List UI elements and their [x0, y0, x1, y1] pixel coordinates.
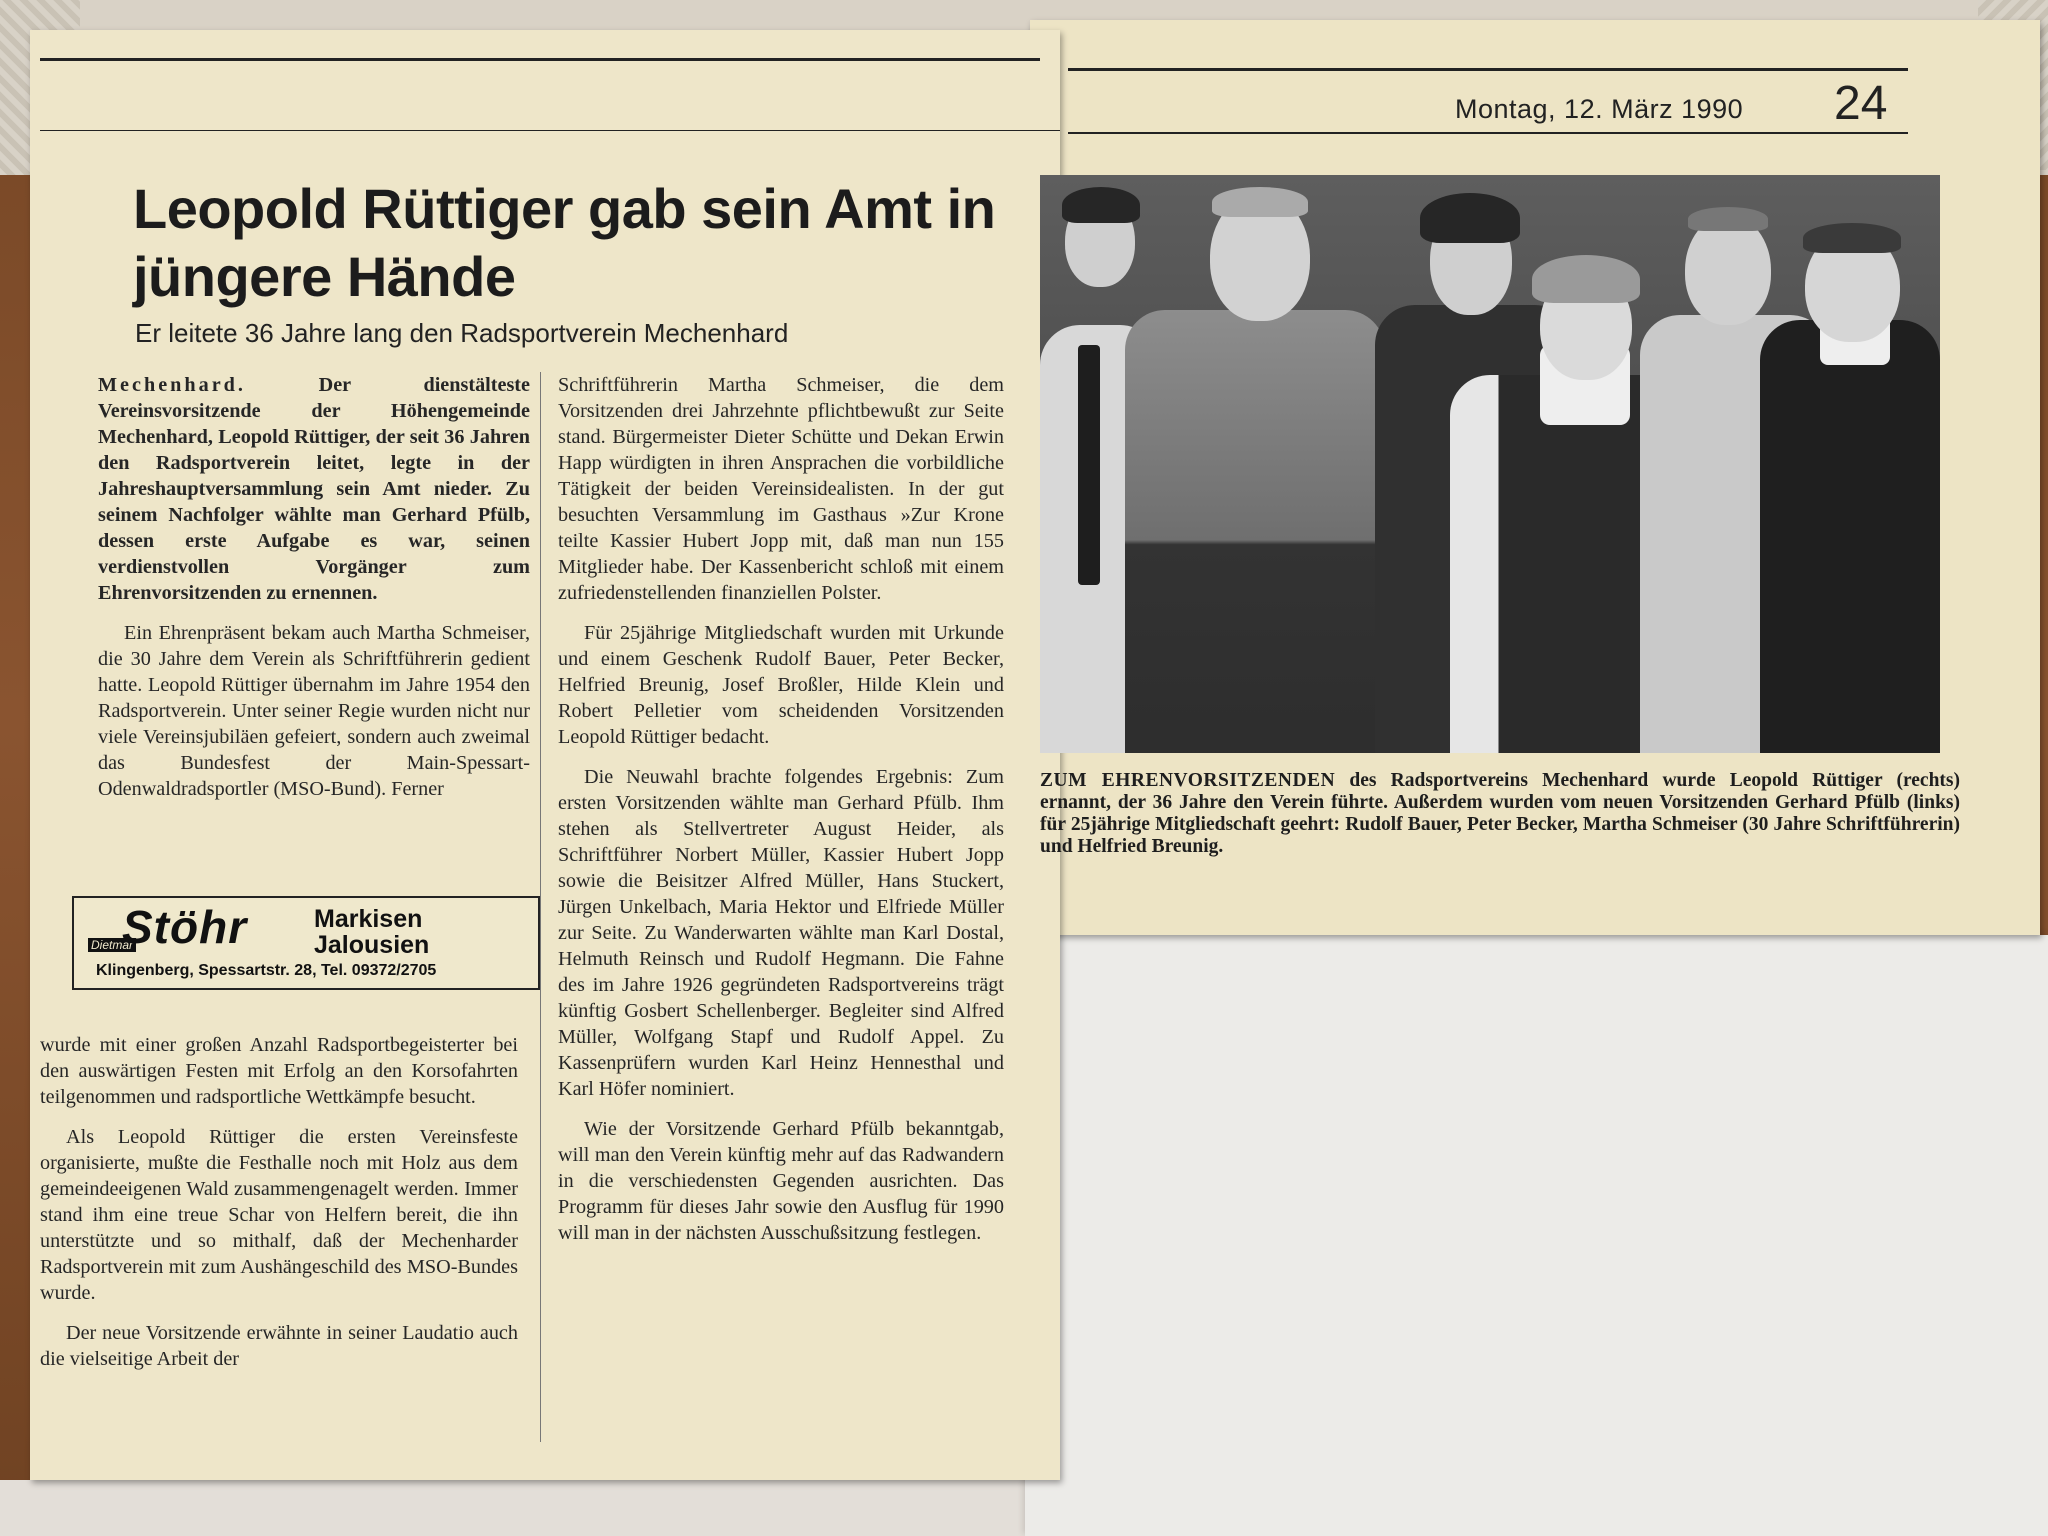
ad-brand-logo: Stöhr	[122, 901, 248, 953]
photo-caption	[1040, 770, 1960, 858]
article-paragraph: Als Leopold Rüttiger die ersten Vereinsfeste organisierte, mußte die Festhalle noch mit Holz aus dem gemeindeeigenen Wald zusammengenagelt werden. Immer stand ihm eine treue Schar von Helfern bereit, die ihn unterstützte und so mithalf, daß der Mechenharder Radsportverein mit zum Aushängeschild des MSO-Bundes wurde.	[40, 1126, 518, 1304]
article-paragraph: Der neue Vorsitzende erwähnte in seiner Laudatio auch die vielseitige Arbeit der	[40, 1322, 518, 1370]
ad-first-name: Dietmar	[88, 938, 136, 952]
page-number: 24	[1834, 77, 1888, 130]
top-rule-right	[1068, 68, 1908, 71]
caption-text: des Radsportvereins Mechenhard wurde Leopold Rüttiger (rechts) ernannt, der 36 Jahre den Verein führte. Außerdem wurden vom neuen Vorsitzenden Gerhard Pfülb (links) für 25jährige Mitgliedschaft geehrt: Rudolf Bauer, Peter Becker, Martha Schmeiser (30 Jahre Schriftführerin) und Helfried Breunig.	[1040, 770, 1960, 857]
article-headline: Leopold Rüttiger gab sein Amt in jüngere Hände	[133, 177, 996, 308]
article-subheadline: Er leitete 36 Jahre lang den Radsportverein Mechenhard	[135, 318, 789, 348]
advertisement	[72, 896, 540, 990]
article-paragraph: Wie der Vorsitzende Gerhard Pfülb bekanntgab, will man den Verein künftig mehr auf das Radwandern in die verschiedensten Gegenden ausrichten. Das Programm für dieses Jahr sowie den Ausflug für 1990 will man in der nächsten Ausschußsitzung festlegen.	[558, 1118, 1004, 1244]
column-divider	[540, 372, 541, 1442]
lead-place: Mechenhard.	[98, 374, 246, 396]
article-lead	[98, 372, 530, 606]
white-card	[1025, 935, 2048, 1536]
date-rule	[1068, 132, 1908, 134]
lead-text: Der dienstälteste Vereinsvorsitzende der Höhengemeinde Mechenhard, Leopold Rüttiger, der seit 36 Jahren den Radsportverein leitet, legte in der Jahreshauptversammlung sein Amt nieder. Zu seinem Nachfolger wählte man Gerhard Pfülb, dessen erste Aufgabe es war, seinen verdienstvollen Vorgänger zum Ehrenvorsitzenden zu ernennen.	[98, 374, 530, 604]
ad-products	[314, 906, 429, 958]
article-paragraph: wurde mit einer großen Anzahl Radsportbegeisterter bei den auswärtigen Festen mit Erfolg an den Korsofahrten teilgenommen und radsportliche Wettkämpfe besucht.	[40, 1034, 518, 1108]
ad-product-2: Jalousien	[314, 931, 430, 959]
top-rule-left	[40, 58, 1040, 61]
newspaper-date: Montag, 12. März 1990	[1455, 94, 1744, 124]
article-column-2	[558, 372, 1004, 1260]
ad-address: Klingenberg, Spessartstr. 28, Tel. 09372/2705	[96, 962, 437, 979]
article-column-1	[98, 372, 530, 816]
headline-rule	[40, 130, 1060, 131]
article-paragraph: Schriftführerin Martha Schmeiser, die dem Vorsitzenden drei Jahrzehnte pflichtbewußt zur Seite stand. Bürgermeister Dieter Schütte und Dekan Erwin Happ würdigten in ihren Ansprachen die vorbildliche Tätigkeit der beiden Vereinsidealisten. In der gut besuchten Versammlung im Gasthaus »Zur Krone teilte Kassier Hubert Jopp mit, daß man nun 155 Mitglieder habe. Der Kassenbericht schloß mit einem zufriedenstellenden finanziellen Polster.	[558, 374, 1004, 604]
caption-lead: ZUM EHRENVORSITZENDEN	[1040, 770, 1336, 791]
ad-product-1: Markisen	[314, 905, 423, 933]
article-paragraph: Ein Ehrenpräsent bekam auch Martha Schmeiser, die 30 Jahre dem Verein als Schriftführerin gedient hatte. Leopold Rüttiger übernahm im Jahre 1954 den Radsportverein. Unter seiner Regie wurden nicht nur viele Vereinsjubiläen gefeiert, sondern auch zweimal das Bundesfest der Main-Spessart-Odenwaldradsportler (MSO-Bund). Ferner	[98, 622, 530, 800]
group-photo	[1040, 175, 1940, 753]
article-paragraph: Die Neuwahl brachte folgendes Ergebnis: Zum ersten Vorsitzenden wählte man Gerhard Pfülb. Ihm stehen als Stellvertreter August Heider, als Schriftführer Norbert Müller, Kassier Hubert Jopp sowie die Beisitzer Alfred Müller, Hans Stuckert, Jürgen Unkelbach, Maria Hektor und Elfriede Müller zur Seite. Zu Wanderwarten wählte man Karl Dostal, Helmuth Reinsch und Rudolf Hegmann. Die Fahne des im Jahre 1926 gegründeten Radsportvereins trägt künftig Gosbert Schellenberger. Begleiter sind Alfred Müller, Wolfgang Stapf und Rudolf Appel. Zu Kassenprüfern wurden Karl Heinz Hennesthal und Karl Höfer nominiert.	[558, 766, 1004, 1100]
article-column-1-continued	[40, 1032, 518, 1386]
article-paragraph: Für 25jährige Mitgliedschaft wurden mit Urkunde und einem Geschenk Rudolf Bauer, Peter Becker, Helfried Breunig, Josef Broßler, Hilde Klein und Robert Pelletier vom scheidenden Vorsitzenden Leopold Rüttiger bedacht.	[558, 622, 1004, 748]
